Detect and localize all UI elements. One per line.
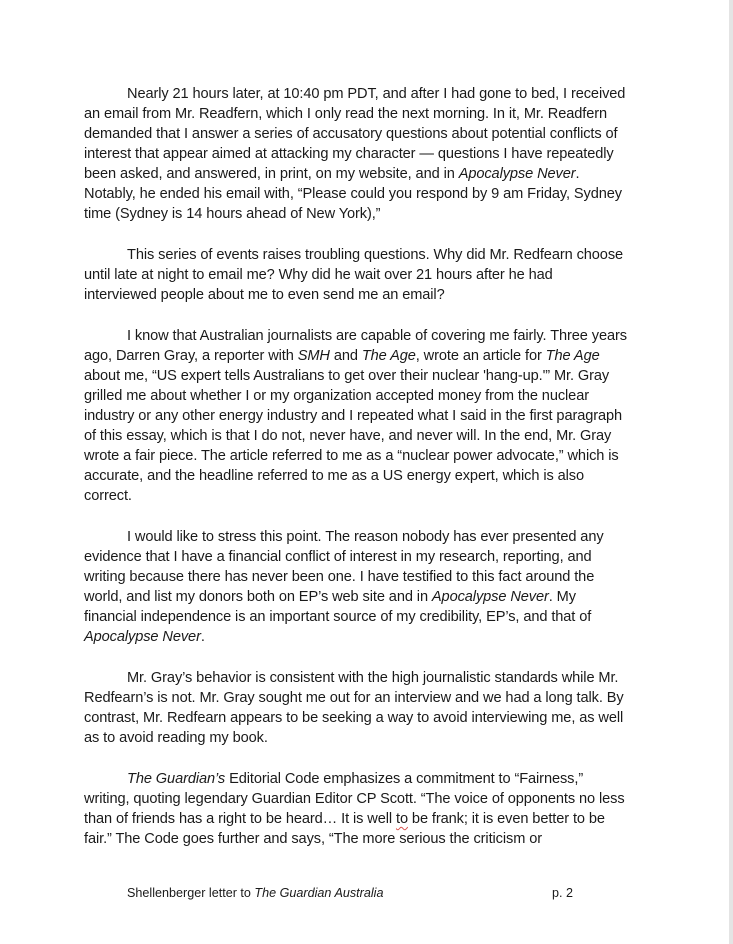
italic-text-run: Apocalypse Never <box>458 166 576 182</box>
paragraph-6 <box>84 769 629 849</box>
paragraph-1 <box>84 84 629 224</box>
paragraph-3 <box>84 326 629 506</box>
text-run: I know that Australian journalists are capable of covering me fairly. Three years ago, Darren Gray, a reporter with <box>84 328 627 364</box>
text-run: be frank; it is even better to be fair.” The Code goes further and says, “The more serious the criticism or <box>84 811 605 847</box>
page-edge <box>729 0 733 944</box>
italic-text-run: The Guardian’s <box>127 771 226 787</box>
text-run: Editorial Code emphasizes a commitment to “Fairness,” writing, quoting legendary Guardian Editor CP Scott. “The voice of opponents no less than of friends has a right to be heard… It is well <box>84 771 625 827</box>
text-run: . <box>200 629 205 645</box>
text-run: , wrote an article for <box>415 348 546 364</box>
page-footer <box>127 886 573 900</box>
paragraph-5 <box>84 668 629 748</box>
page-number: p. 2 <box>551 886 573 900</box>
text-run: . My financial independence is an important source of my credibility, EP’s, and that of <box>84 589 592 625</box>
text-run: This series of events raises troubling questions. Why did Mr. Redfearn choose until late at night to email me? Why did he wait over 21 hours after he had interviewed people about me to even send me an email? <box>84 247 624 303</box>
italic-text-run: SMH <box>297 348 330 364</box>
italic-text-run: Apocalypse Never <box>84 629 201 645</box>
footer-publication: The Guardian Australia <box>254 886 384 900</box>
spellcheck-flagged-word: to <box>395 811 408 827</box>
italic-text-run: The Age <box>545 348 600 364</box>
italic-text-run: The Age <box>361 348 416 364</box>
text-run: Nearly 21 hours later, at 10:40 pm PDT, and after I had gone to bed, I received an email from Mr. Readfern, which I only read the next morning. In it, Mr. Readfern demanded that I answer a series of accusatory questions about potential conflicts of interest that appear aimed at attacking my character — questions I have repeatedly been asked, and answered, in print, on my website, and in <box>84 86 626 182</box>
text-run: Mr. Gray’s behavior is consistent with the high journalistic standards while Mr. Redfearn’s is not. Mr. Gray sought me out for an interview and we had a long talk. By contrast, Mr. Redfearn appears to be seeking a way to avoid interviewing me, as well as to avoid reading my book. <box>84 670 624 746</box>
footer-title <box>127 886 383 900</box>
text-run: about me, “US expert tells Australians to get over their nuclear 'hang-up.'” Mr. Gray grilled me about whether I or my organization accepted money from the nuclear industry or any other energy industry and I repeated what I said in the first paragraph of this essay, which is that I do not, never have, and never will. In the end, Mr. Gray wrote a fair piece. The article referred to me as a “nuclear power advocate,” which is accurate, and the headline referred to me as a US energy expert, which is also correct. <box>84 368 623 504</box>
text-run: I would like to stress this point. The reason nobody has ever presented any evidence that I have a financial conflict of interest in my research, reporting, and writing because there has never been one. I have testified to this fact around the world, and list my donors both on EP’s web site and in <box>84 529 604 605</box>
footer-prefix: Shellenberger letter to <box>127 886 255 900</box>
italic-text-run: Apocalypse Never <box>431 589 549 605</box>
paragraph-4 <box>84 527 629 647</box>
text-run: and <box>329 348 362 364</box>
document-body <box>84 84 629 870</box>
text-run: . Notably, he ended his email with, “Please could you respond by 9 am Friday, Sydney time (Sydney is 14 hours ahead of New York),” <box>84 166 623 222</box>
paragraph-2 <box>84 245 629 305</box>
